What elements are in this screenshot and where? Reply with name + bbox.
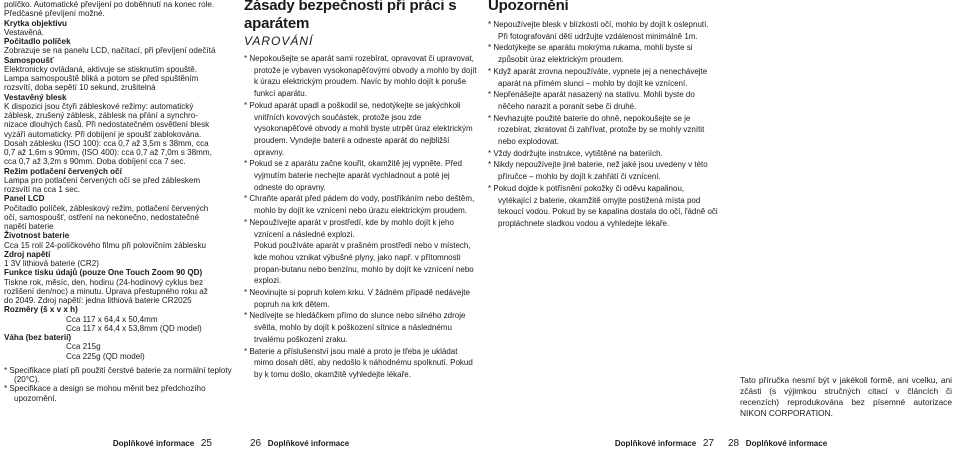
spec-heading: Panel LCD <box>4 194 45 204</box>
page-number: 25 <box>200 438 212 449</box>
section-title: Zásady bezpečnosti při práci s aparátem <box>244 0 457 32</box>
specifications-text <box>4 0 236 361</box>
spec-line: K dispozici jsou čtyři zábleskové režimy: automatický <box>4 101 194 111</box>
spec-heading: Vestavěný blesk <box>4 92 67 102</box>
warning-item: Pokud používáte aparát v prašném prostředí nebo v místech, kde mohou vznikat výbušné plyny, jako např. v přítomnosti propan-butanu nebo benzínu, mohlo by dojít ke vznícení nebo explozi. <box>254 241 474 286</box>
spec-line: rozlišení den/noc) a minutu. Úprava přestupného roku až <box>4 286 208 296</box>
page-28 <box>724 0 960 451</box>
caution-item: * Nevhazujte použité baterie do ohně, nepokoušejte se je rozebírat, zkratovat či zahřívat, protože by se mohly vznítit nebo explodovat. <box>488 113 705 147</box>
warning-item: * Nepokoušejte se aparát sami rozebírat, opravovat či upravovat, protože je vybaven vysokonapěťovými obvody a mohlo by dojít k úrazu elektrickým proudem. Navíc by mohlo dojít k poruše funkcí aparátu. <box>244 54 477 99</box>
page-27 <box>484 0 722 451</box>
spec-line: políčko. Automatické převíjení po doběhnutí na konec role. <box>4 0 215 9</box>
spec-line: Cca 225g (QD model) <box>66 351 145 361</box>
warning-item: * Neovinujte si popruh kolem krku. V žádném případě nedávejte popruh na krk dětem. <box>244 288 470 309</box>
copyright-note: Tato příručka nesmí být v jakékoli formě, ani vcelku, ani zčásti (s výjimkou stručných citací v článcích či recenzích) reprodukována bez písemné autorizace NIKON CORPORATION. <box>740 375 952 418</box>
caution-item: * Nedotýkejte se aparátu mokrýma rukama, mohli byste si způsobit úraz elektrickým proudem. <box>488 43 693 65</box>
warning-item: * Pokud se z aparátu začne kouřit, okamžitě jej vypněte. Před vyjmutím baterie nechejte aparát vychladnout a poté jej odneste do opravny. <box>244 159 462 192</box>
footer-label: Doplňkové informace <box>745 439 828 448</box>
spec-heading: Rozměry (š x v x h) <box>4 305 78 315</box>
spec-line: vyzáří automaticky. Při dobíjení je spoušť zablokována. <box>4 129 202 139</box>
page-number: 27 <box>702 438 714 449</box>
footer-label: Doplňkové informace <box>267 439 350 448</box>
warning-item: * Nedívejte se hledáčkem přímo do slunce nebo silného zdroje světla, mohlo by dojít k poškození sítnice a následnému trvalému poškození zraku. <box>244 311 466 344</box>
warning-item: * Nepoužívejte aparát v prostředí, kde by mohlo dojít k jeho vznícení a následné explozi. <box>244 217 454 239</box>
spec-line: Cca 117 x 64,4 x 53,8mm (QD model) <box>66 323 202 333</box>
footer-label: Doplňkové informace <box>112 439 195 448</box>
spec-line: očí, samospoušť, ostření na nekonečno, nedostatečné <box>4 212 200 222</box>
page-26 <box>240 0 482 451</box>
caution-list <box>488 19 718 230</box>
spec-line: napětí baterie <box>4 222 54 231</box>
warning-item: * Pokud aparát upadl a poškodil se, nedotýkejte se jakýchkoli vnitřních kovových součástek, protože jsou zde vysokonapěťové obvody a mohli byste utrpět úraz elektrickým proudem. Vyndejte baterii a odneste aparát do nejbližší opravny. <box>244 100 473 157</box>
footnote: * Specifikace a design se mohou měnit bez předchozího upozornění. <box>4 384 206 403</box>
caution-item: * Nepoužívejte blesk v blízkosti očí, mohlo by dojít k oslepnutí. Při fotografování dětí udržujte vzdálenost minimálně 1m. <box>488 20 709 41</box>
warning-list <box>244 53 478 381</box>
spec-line: Cca 117 x 64,4 x 50,4mm <box>66 314 158 324</box>
section-subtitle: VAROVÁNÍ <box>244 34 314 48</box>
page-footer <box>113 439 212 449</box>
spec-line: Dosah záblesku (ISO 100): cca 0,7 až 3,5m s 38mm, cca <box>4 138 209 148</box>
spec-heading: Samospoušť <box>4 55 54 65</box>
warning-item: * Baterie a příslušenství jsou malé a proto je třeba je ukládat mimo dosah dětí, aby nedošlo k náhodnému spolknutí. Pokud by k tomu došlo, okamžitě vyhledejte lékaře. <box>244 346 473 379</box>
page-footer <box>728 439 827 449</box>
spec-line: rozsvítí na cca 1 sec. <box>4 185 81 194</box>
page-number: 26 <box>250 438 262 449</box>
section-title: Upozornění <box>488 0 569 14</box>
spec-line: Cca 215g <box>66 342 101 352</box>
spec-line: Cca 15 rolí 24-políčkového filmu při polovičním záblesku <box>4 240 206 250</box>
caution-item: * Nikdy nepoužívejte jiné baterie, než jaké jsou uvedeny v této příručce – mohlo by dojít k zahřátí či vznícení. <box>488 160 708 182</box>
spec-line: Zobrazuje se na panelu LCD, načítací, při převíjení odečítá <box>4 46 216 56</box>
specifications-footnotes <box>4 366 236 403</box>
caution-item: * Vždy dodržujte instrukce, vytištěné na bateriích. <box>488 148 663 158</box>
spec-heading: Zdroj napětí <box>4 249 51 259</box>
caution-item: * Když aparát zrovna nepoužíváte, vypnete jej a nenechávejte aparát na přímém slunci – mohlo by dojít ke vznícení. <box>488 66 708 88</box>
page-footer <box>250 439 349 449</box>
spec-line: cca 0,7 až 3,2m s 90mm. Doba dobíjení cca 7 sec. <box>4 157 186 167</box>
spec-line: do 2049. Zdroj napětí: jedna lithiová baterie CR2025 <box>4 296 192 305</box>
spec-line: Předčasné převíjení možné. <box>4 9 105 19</box>
spec-heading: Počitadlo políček <box>4 37 71 46</box>
warning-item: * Chraňte aparát před pádem do vody, postříkáním nebo deštěm, mohlo by dojít ke vznícení nebo úrazu elektrickým proudem. <box>244 194 475 216</box>
spec-line: Vestavěná. <box>4 27 45 37</box>
spec-heading: Životnost baterie <box>4 231 70 241</box>
spec-line: 1 3V lithiová baterie (CR2) <box>4 259 99 268</box>
caution-item: * Nepřenášejte aparát nasazený na stativu. Mohli byste do něčeho narazit a poranit sebe či druhé. <box>488 90 695 111</box>
spec-line: záblesk, zrušený záblesk, záblesk na přání a synchro- <box>4 111 198 120</box>
caution-item: * Pokud dojde k potřísnění pokožky či oděvu kapalinou, vytékající z baterie, okamžitě omyjte postižená místa pod tekoucí vodou. Pokud by se kapalina dostala do očí, řádně oči propláchnete sladkou vodou a vyhledejte lékaře. <box>488 183 718 228</box>
spec-heading: Režim potlačení červených očí <box>4 166 122 176</box>
spec-line: Lampa pro potlačení červených očí se před zábleskem <box>4 175 201 185</box>
spec-line: Počitadlo políček, zábleskový režim, potlačení červených <box>4 203 209 213</box>
footnote: * Specifikace platí při použití čerstvé baterie za normální teploty (20°C). <box>4 365 232 384</box>
spec-heading: Funkce tisku údajů (pouze One Touch Zoom 90 QD) <box>4 268 203 278</box>
spec-line: 0,7 až 1,6m s 90mm, (ISO 400): cca 0,7 až 7,0m s 38mm, <box>4 148 212 157</box>
page-footer <box>615 439 714 449</box>
spec-line: nizace dlouhých časů. Při nedostatečném osvětlení blesk <box>4 120 210 130</box>
page-number: 28 <box>728 438 740 449</box>
spec-line: Lampa samospouště bliká a potom se před spuštěním <box>4 74 199 83</box>
spec-line: Elektronicky ovládaná, aktivuje se stisknutím spouště. <box>4 64 197 74</box>
spec-heading: Krytka objektivu <box>4 18 67 28</box>
page-25 <box>0 0 238 451</box>
spec-heading: Váha (bez baterií) <box>4 333 72 342</box>
spec-line: rozsvítí, doba sepětí 10 sekund, zrušitelná <box>4 83 156 93</box>
spec-line: Tiskne rok, měsíc, den, hodinu (24-hodinový cyklus bez <box>4 277 203 287</box>
footer-label: Doplňkové informace <box>614 439 697 448</box>
